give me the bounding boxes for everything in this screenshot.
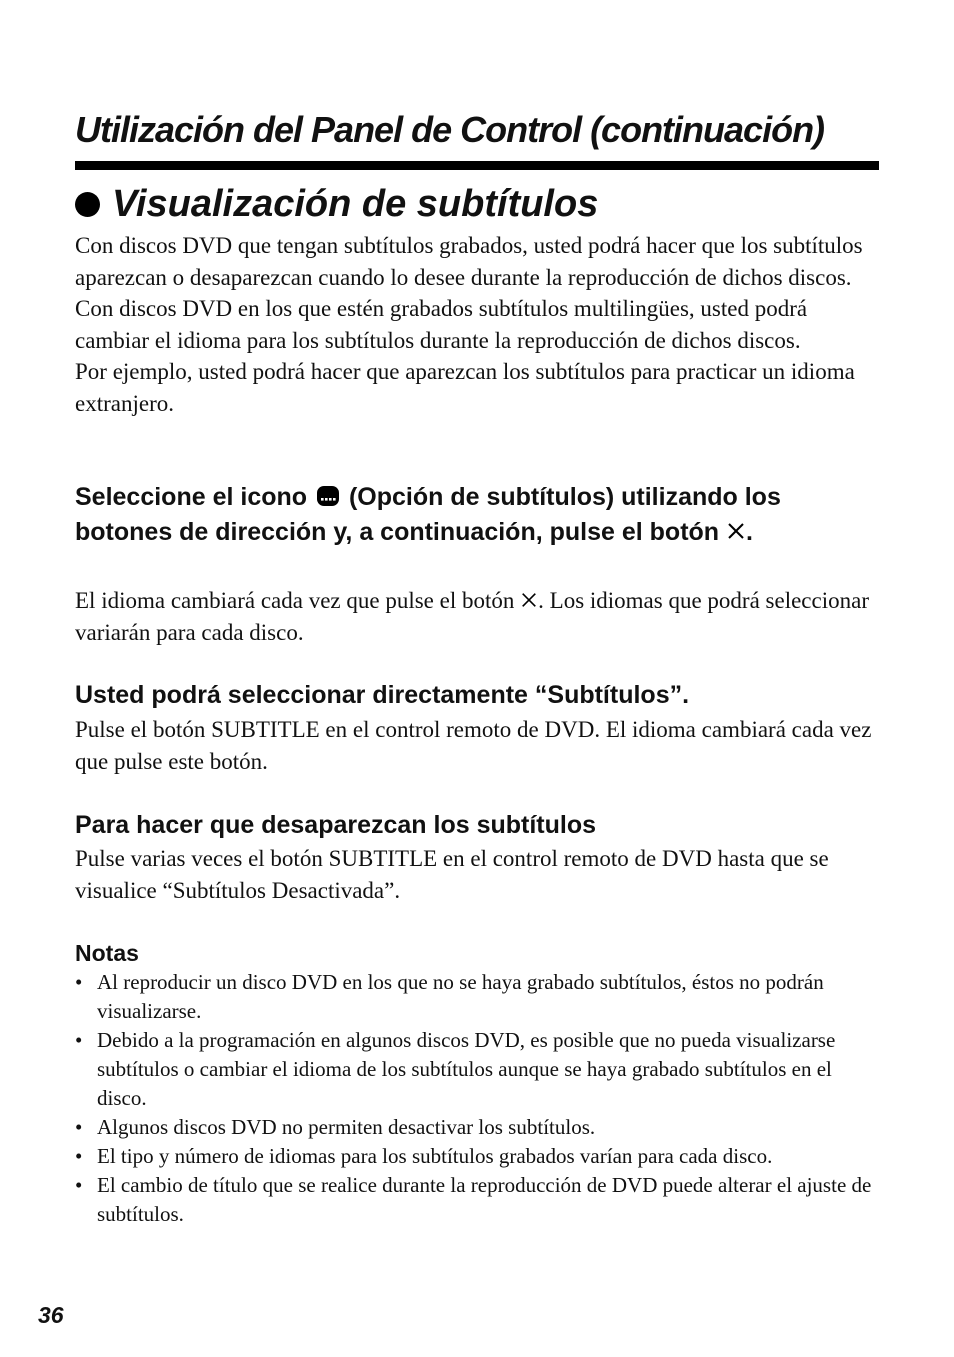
- turn-off-heading: Para hacer que desaparezcan los subtítulos: [75, 811, 597, 839]
- subtitle-icon: [316, 484, 340, 508]
- intro-text: [75, 230, 880, 420]
- section-bullet-icon: [75, 192, 100, 217]
- step-heading-end: .: [746, 517, 753, 546]
- direct-select-body: Pulse el botón SUBTITLE en el control remoto de DVD. El idioma cambiará cada vez que pulse este botón.: [75, 717, 872, 774]
- section-title-text: Visualización de subtítulos: [112, 183, 599, 225]
- step-heading-text: (Opción de subtítulos) utilizando los botones de dirección y, a continuación, pulse el botón: [75, 483, 781, 546]
- step-heading: [75, 480, 880, 549]
- intro-paragraph: Con discos DVD que tengan subtítulos grabados, usted podrá hacer que los subtítulos aparezcan o desaparezcan cuando lo desee durante la reproducción de dichos discos. Con discos DVD en los que estén grabados subtítulos multilingües, usted podrá cambiar el idioma para los subtítulos durante la reproducción de dichos discos.: [75, 233, 863, 353]
- chapter-title-rule: [75, 161, 879, 170]
- intro-paragraph: Por ejemplo, usted podrá hacer que aparezcan los subtítulos para practicar un idioma extranjero.: [75, 359, 855, 416]
- note-item: • El tipo y número de idiomas para los subtítulos grabados varían para cada disco.: [75, 1142, 880, 1171]
- notes-heading: Notas: [75, 940, 139, 966]
- note-item: • Debido a la programación en algunos discos DVD, es posible que no pueda visualizarse subtítulos o cambiar el idioma de los subtítulos aunque se haya grabado subtítulos en el disco.: [75, 1026, 880, 1113]
- section-title: [75, 180, 880, 228]
- direct-select-heading: Usted podrá seleccionar directamente “Subtítulos”.: [75, 681, 690, 709]
- cross-button-icon: [520, 591, 538, 609]
- note-item: • El cambio de título que se realice durante la reproducción de DVD puede alterar el ajuste de subtítulos.: [75, 1171, 880, 1229]
- turn-off-body: Pulse varias veces el botón SUBTITLE en el control remoto de DVD hasta que se visualice “Subtítulos Desactivada”.: [75, 846, 829, 903]
- step-body-text: El idioma cambiará cada vez que pulse el botón: [75, 588, 515, 613]
- step-body: [75, 585, 880, 648]
- page-number: 36: [38, 1302, 64, 1328]
- cross-button-icon: [726, 521, 746, 541]
- notes-list: [75, 968, 880, 1229]
- step-heading-text: Seleccione el icono: [75, 483, 308, 511]
- chapter-title: Utilización del Panel de Control (continuación): [75, 109, 825, 150]
- note-item: • Algunos discos DVD no permiten desactivar los subtítulos.: [75, 1113, 880, 1142]
- step-body-text: . Los idiomas que podrá seleccionar variarán para cada disco.: [75, 588, 869, 645]
- note-item: • Al reproducir un disco DVD en los que no se haya grabado subtítulos, éstos no podrán visualizarse.: [75, 968, 880, 1026]
